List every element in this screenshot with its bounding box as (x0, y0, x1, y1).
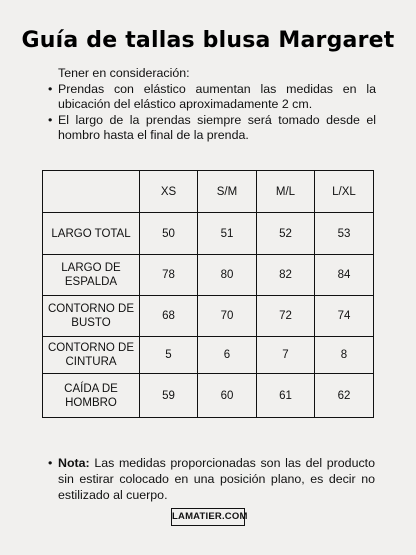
row-label: CAÍDA DE HOMBRO (43, 374, 140, 418)
row-label: LARGO TOTAL (43, 213, 140, 255)
table-header-row (43, 171, 374, 213)
header-cell-ml: M/L (257, 171, 315, 213)
table-cell: 61 (257, 374, 315, 418)
table-cell: 70 (198, 296, 257, 337)
intro-list (48, 82, 376, 144)
note-section (48, 455, 375, 503)
note-list (48, 455, 375, 503)
intro-lead: Tener en consideración: (58, 66, 190, 80)
table-cell: 84 (315, 255, 374, 296)
row-label: LARGO DE ESPALDA (43, 255, 140, 296)
table-cell: 53 (315, 213, 374, 255)
row-label: CONTORNO DE CINTURA (43, 337, 140, 374)
brand-logo: LAMATIER.COM (171, 508, 245, 526)
table-cell: 6 (198, 337, 257, 374)
table-cell: 51 (198, 213, 257, 255)
table-cell: 5 (140, 337, 198, 374)
header-cell-xs: XS (140, 171, 198, 213)
table-cell: 7 (257, 337, 315, 374)
table-cell: 74 (315, 296, 374, 337)
note-label: Nota: (58, 456, 90, 470)
table-row (43, 337, 374, 374)
table-row (43, 255, 374, 296)
intro-bullet: • El largo de la prendas siempre será tomado desde el hombro hasta el final de la prenda. (48, 113, 376, 144)
header-cell-empty (43, 171, 140, 213)
intro-section (48, 66, 376, 144)
size-table (42, 170, 374, 418)
note-text: Las medidas proporcionadas son las del producto sin estirar colocado en una posición plano, es decir no estilizado al cuerpo. (58, 456, 375, 502)
table-row (43, 296, 374, 337)
intro-bullet: • Prendas con elástico aumentan las medidas en la ubicación del elástico aproximadamente 2 cm. (48, 82, 376, 113)
table-cell: 82 (257, 255, 315, 296)
table-cell: 80 (198, 255, 257, 296)
table-cell: 52 (257, 213, 315, 255)
table-cell: 72 (257, 296, 315, 337)
table-row (43, 213, 374, 255)
table-cell: 59 (140, 374, 198, 418)
header-cell-sm: S/M (198, 171, 257, 213)
table-cell: 78 (140, 255, 198, 296)
note-bullet (48, 455, 375, 503)
table-cell: 62 (315, 374, 374, 418)
table-row (43, 374, 374, 418)
table-cell: 60 (198, 374, 257, 418)
table-cell: 8 (315, 337, 374, 374)
table-cell: 68 (140, 296, 198, 337)
table-cell: 50 (140, 213, 198, 255)
row-label: CONTORNO DE BUSTO (43, 296, 140, 337)
page-title: Guía de tallas blusa Margaret (21, 28, 395, 53)
header-cell-lxl: L/XL (315, 171, 374, 213)
